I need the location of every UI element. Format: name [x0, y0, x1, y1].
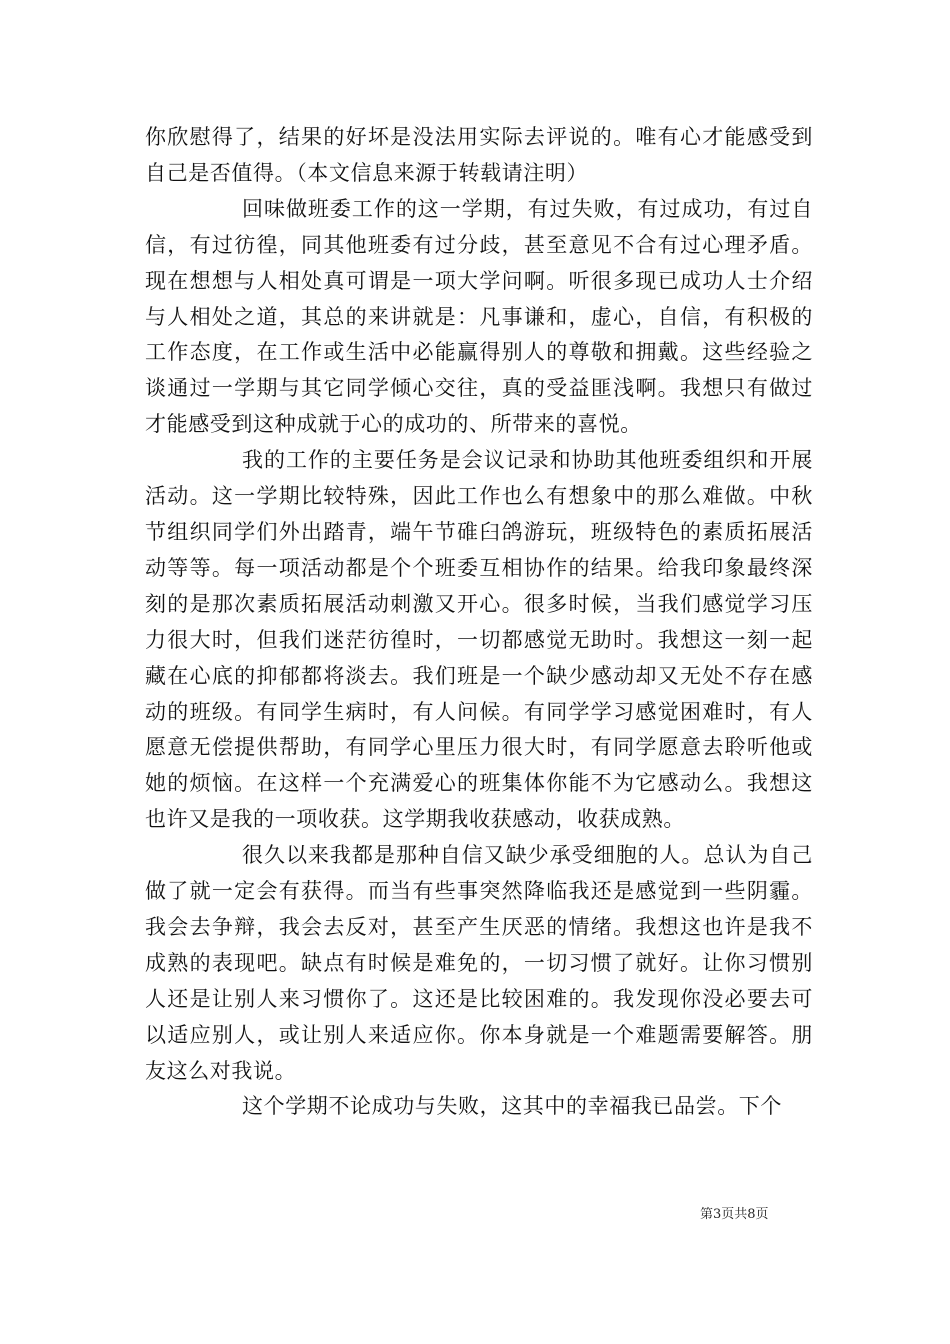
- page-number: 第3页共8页: [700, 1207, 769, 1222]
- paragraph-work-tasks: 我的工作的主要任务是会议记录和协助其他班委组织和开展活动。这一学期比较特殊，因此工作也么有想象中的那么难做。中秋节组织同学们外出踏青，端午节碓臼鸽游玩，班级特色的素质拓展活动等等。每一项活动都是个个班委互相协作的结果。给我印象最终深刻的是那次素质拓展活动刺激又开心。很多时候，当我们感觉学习压力很大时，但我们迷茫彷徨时，一切都感觉无助时。我想这一刻一起藏在心底的抑郁都将淡去。我们班是一个缺少感动却又无处不存在感动的班级。有同学生病时，有人问候。有同学学习感觉困难时，有人愿意无偿提供帮助，有同学心里压力很大时，有同学愿意去聆听他或她的烦恼。在这样一个充满爱心的班集体你能不为它感动么。我想这也许又是我的一项收获。这学期我收获感动，收获成熟。: [145, 448, 813, 832]
- paragraph-class-committee-reflection: 回味做班委工作的这一学期，有过失败，有过成功，有过自信，有过彷徨，同其他班委有过分歧，甚至意见不合有过心理矛盾。现在想想与人相处真可谓是一项大学问啊。听很多现已成功人士介绍与人相处之道，其总的来讲就是：凡事谦和，虚心，自信，有积极的工作态度，在工作或生活中必能赢得别人的尊敬和拥戴。这些经验之谈通过一学期与其它同学倾心交往，真的受益匪浅啊。我想只有做过才能感受到这种成就于心的成功的、所带来的喜悦。: [145, 196, 813, 437]
- paragraph-semester-summary: 这个学期不论成功与失败，这其中的幸福我已品尝。下个: [242, 1094, 782, 1119]
- paragraph-continued: 你欣慰得了，结果的好坏是没法用实际去评说的。唯有心才能感受到自己是否值得。（本文信息来源于转载请注明）: [145, 125, 813, 185]
- document-body: [145, 120, 813, 1125]
- paragraph-self-reflection: 很久以来我都是那种自信又缺少承受细胞的人。总认为自己做了就一定会有获得。而当有些事突然降临我还是感觉到一些阴霾。我会去争辩，我会去反对，甚至产生厌恶的情绪。我想这也许是我不成熟的表现吧。缺点有时候是难免的，一切习惯了就好。让你习惯别人还是让别人来习惯你了。这还是比较困难的。我发现你没必要去可以适应别人，或让别人来适应你。你本身就是一个难题需要解答。朋友这么对我说。: [145, 843, 813, 1083]
